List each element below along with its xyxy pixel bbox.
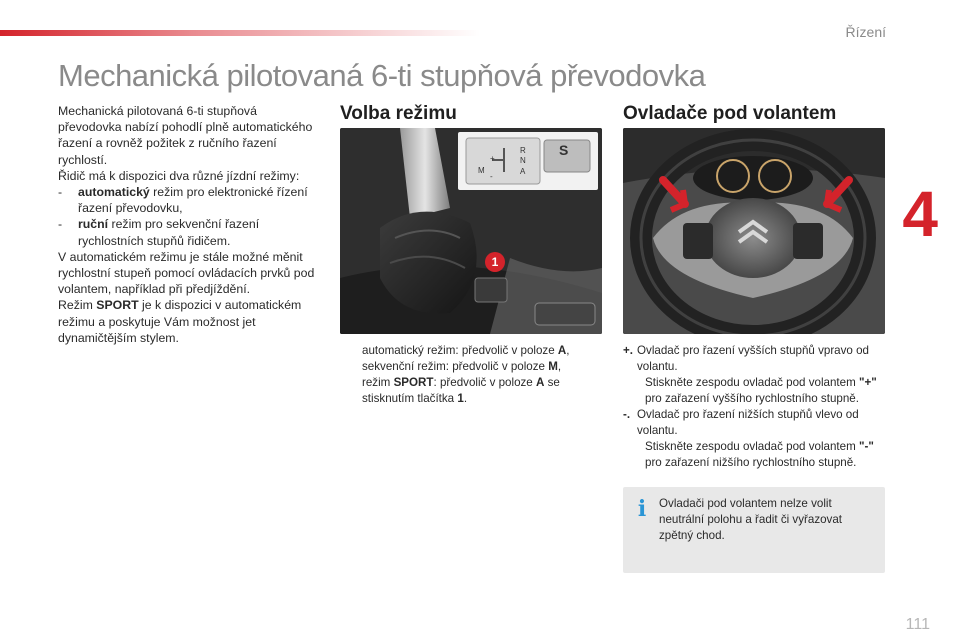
item-text: režim xyxy=(362,376,394,389)
callout-badge: 1 xyxy=(485,252,505,272)
item-suffix: : předvolič v poloze xyxy=(433,376,536,389)
list-item xyxy=(623,375,891,407)
item-suffix: se stisknutím tlačítka xyxy=(362,376,560,405)
item-suffix: . xyxy=(463,392,468,405)
item-suffix: pro zařazení nižšího rychlostního stupně. xyxy=(645,456,857,469)
intro-paragraph xyxy=(58,297,320,346)
mode-selection-list xyxy=(340,343,602,407)
mode-description xyxy=(78,216,320,248)
item-bold: M xyxy=(548,360,558,373)
gate-label-m: M xyxy=(478,166,485,175)
item-suffix: , xyxy=(566,344,570,357)
item-bold: A xyxy=(535,376,545,389)
arrow-bullet-icon xyxy=(623,375,645,407)
item-bold: "+" xyxy=(858,376,877,389)
chapter-number: 4 xyxy=(902,178,938,250)
item-suffix: pro zařazení vyššího rychlostního stupně. xyxy=(645,392,859,405)
top-accent-bar xyxy=(0,30,480,36)
mode-name: ruční xyxy=(78,217,109,232)
intro-text xyxy=(58,103,320,346)
item-text: Stiskněte zespodu ovladač pod volantem xyxy=(645,376,859,389)
minus-description: Ovladač pro řazení nižších stupňů vlevo od volantu. xyxy=(637,408,859,437)
info-icon: i xyxy=(637,496,647,522)
arrow-bullet-icon xyxy=(340,375,362,407)
gear-selector-photo xyxy=(340,128,602,334)
mode-text: režim pro elektronické řízení řazení převodovku, xyxy=(78,185,308,216)
dash-bullet: - xyxy=(58,185,63,200)
sport-prefix: Režim xyxy=(58,298,97,313)
mode-name: automatický xyxy=(78,185,150,200)
list-item xyxy=(623,439,891,471)
arrow-bullet-icon xyxy=(623,439,645,471)
mode-list-item xyxy=(58,216,320,248)
sport-button-label: S xyxy=(559,142,569,158)
list-item-text xyxy=(362,359,561,375)
section-label: Řízení xyxy=(845,24,886,40)
gate-label-r: R xyxy=(520,146,526,155)
mode-list-item xyxy=(58,184,320,216)
minus-symbol: -. xyxy=(623,408,631,421)
list-item xyxy=(340,359,602,375)
item-suffix: , xyxy=(557,360,562,373)
list-item xyxy=(623,407,891,439)
list-item-text xyxy=(362,375,602,407)
gear-selector-illustration xyxy=(340,128,602,334)
item-bold: SPORT xyxy=(393,376,434,389)
arrow-bullet-icon xyxy=(340,343,362,359)
sport-text: je k dispozici v automatickém režimu a poskytuje Vám možnost jet dynamičtějším stylem. xyxy=(58,298,302,345)
page-number: 111 xyxy=(905,616,930,633)
sport-label: SPORT xyxy=(96,298,139,313)
dash-bullet: - xyxy=(58,217,63,232)
paddles-description xyxy=(623,343,891,471)
item-bold: A xyxy=(557,344,567,357)
page-title: Mechanická pilotovaná 6-ti stupňová převodovka xyxy=(58,58,706,93)
intro-paragraph: Řidič má k dispozici dva různé jízdní režimy: xyxy=(58,168,300,183)
list-item-text xyxy=(645,439,891,471)
gate-label-minus: - xyxy=(490,172,493,181)
plus-description: Ovladač pro řazení vyšších stupňů vpravo od volantu. xyxy=(637,344,869,373)
list-item xyxy=(340,343,602,359)
paddles-section-heading: Ovladače pod volantem xyxy=(623,103,837,124)
intro-paragraph: Mechanická pilotovaná 6-ti stupňová převodovka nabízí pohodlí plně automatického řazení a rovněž požitek z ručního řazení rychlostí. xyxy=(58,104,313,167)
item-text: sekvenční režim: předvolič v poloze xyxy=(362,360,549,373)
list-item xyxy=(340,375,602,407)
gate-label-n: N xyxy=(520,156,526,165)
mode-text: režim pro sekvenční řazení rychlostních stupňů řidičem. xyxy=(78,217,260,248)
item-bold: "-" xyxy=(858,440,874,453)
list-item xyxy=(623,343,891,375)
gate-label-a: A xyxy=(520,167,526,176)
list-item-text xyxy=(362,343,570,359)
mode-description xyxy=(78,184,320,216)
item-text: Stiskněte zespodu ovladač pod volantem xyxy=(645,440,859,453)
arrow-bullet-icon xyxy=(340,359,362,375)
plus-symbol: +. xyxy=(623,344,633,357)
info-box xyxy=(623,487,885,573)
info-text: Ovladači pod volantem nelze volit neutrální polohu a řadit či vyřazovat zpětný chod. xyxy=(659,497,843,542)
item-bold: 1 xyxy=(457,392,464,405)
item-text: automatický režim: předvolič v poloze xyxy=(362,344,558,357)
intro-paragraph: V automatickém režimu je stále možné měnit rychlostní stupeň pomocí ovládacích prvků pod volantem, například při předjíždění. xyxy=(58,249,315,297)
steering-wheel-photo xyxy=(623,128,885,334)
mode-section-heading: Volba režimu xyxy=(340,103,457,124)
steering-wheel-illustration xyxy=(623,128,885,334)
gate-label-plus: + xyxy=(490,154,495,163)
list-item-text xyxy=(645,375,891,407)
